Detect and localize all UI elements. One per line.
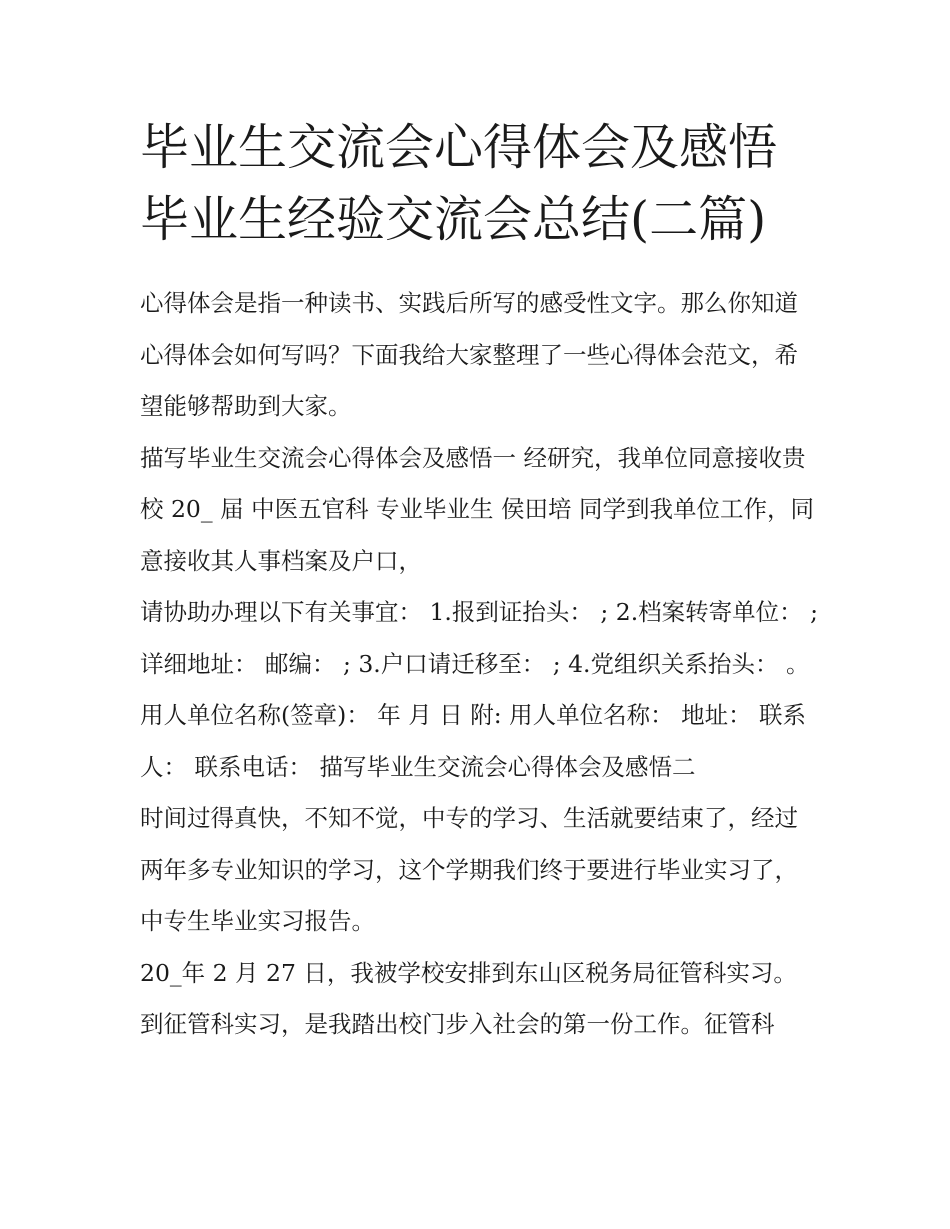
paragraph-matters: 请协助办理以下有关事宜： 1.报到证抬头： ; 2.档案转寄单位： ; 详细地址： 邮编： ; 3.户口请迁移至： ; 4.党组织关系抬头： 。 — [140, 598, 819, 678]
title-line-1: 毕业生交流会心得体会及感悟 — [140, 119, 778, 176]
paragraph-internship: 20_年 2 月 27 日，我被学校安排到东山区税务局征管科实习。到征管科实习，是我踏出校门步入社会的第一份工作。征管科 — [140, 958, 797, 1038]
paragraph-part-two: 时间过得真快，不知不觉，中专的学习、生活就要结束了，经过两年多专业知识的学习，这个学期我们终于要进行毕业实习了，中专生毕业实习报告。 — [140, 804, 798, 935]
document-body — [140, 278, 820, 1051]
document-page — [140, 112, 820, 1051]
paragraph-signature: 用人单位名称(签章)： 年 月 日 附: 用人单位名称： 地址： 联系人： 联系电话： 描写毕业生交流会心得体会及感悟二 — [140, 701, 807, 781]
title-line-2: 毕业生经验交流会总结(二篇) — [140, 191, 767, 248]
paragraph-intro: 心得体会是指一种读书、实践后所写的感受性文字。那么你知道心得体会如何写吗？下面我给大家整理了一些心得体会范文，希望能够帮助到大家。 — [140, 289, 798, 420]
paragraph-part-one: 描写毕业生交流会心得体会及感悟一 经研究，我单位同意接收贵校 20_ 届 中医五官科 专业毕业生 侯田培 同学到我单位工作，同意接收其人事档案及户口， — [140, 443, 814, 575]
document-title — [140, 112, 820, 256]
